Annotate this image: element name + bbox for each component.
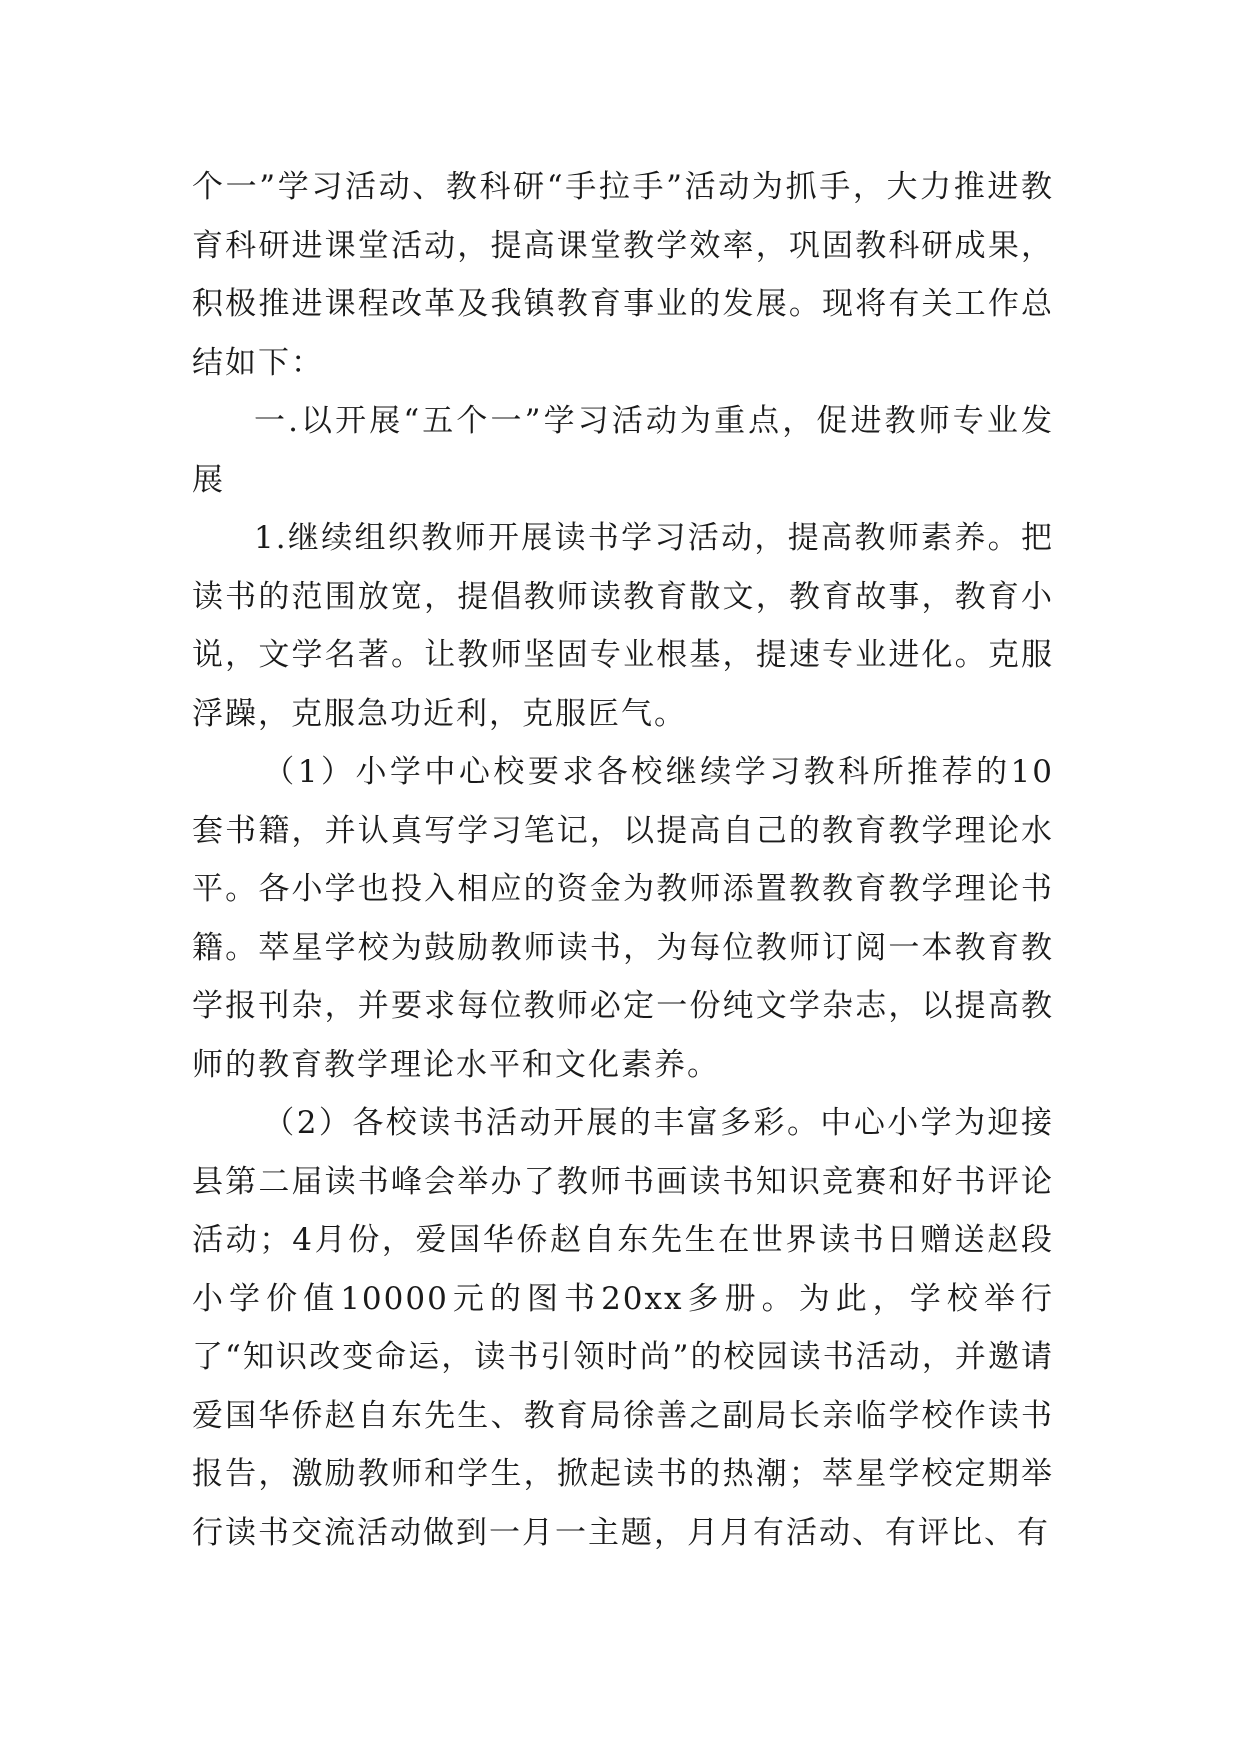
- document-body: [192, 158, 1054, 1562]
- paragraph-intro: 个一”学习活动、教科研“手拉手”活动为抓手，大力推进教育科研进课堂活动，提高课堂教学效率，巩固教科研成果，积极推进课程改革及我镇教育事业的发展。现将有关工作总结如下：: [192, 169, 1054, 381]
- paragraph-item-1: 1.继续组织教师开展读书学习活动，提高教师素养。把读书的范围放宽，提倡教师读教育散文，教育故事，教育小说，文学名著。让教师坚固专业根基，提速专业进化。克服浮躁，克服急功近利，克服匠气。: [192, 520, 1054, 732]
- section-heading-1: 一.以开展“五个一”学习活动为重点，促进教师专业发展: [192, 403, 1054, 498]
- paragraph-sub-item-1: （1）小学中心校要求各校继续学习教科所推荐的10套书籍，并认真写学习笔记，以提高自己的教育教学理论水平。各小学也投入相应的资金为教师添置教教育教学理论书籍。萃星学校为鼓励教师读书，为每位教师订阅一本教育教学报刊杂，并要求每位教师必定一份纯文学杂志，以提高教师的教育教学理论水平和文化素养。: [192, 754, 1054, 1083]
- paragraph-sub-item-2: （2）各校读书活动开展的丰富多彩。中心小学为迎接县第二届读书峰会举办了教师书画读书知识竞赛和好书评论活动；4月份，爱国华侨赵自东先生在世界读书日赠送赵段小学价值10000元的图书20xx多册。为此，学校举行了“知识改变命运，读书引领时尚”的校园读书活动，并邀请爱国华侨赵自东先生、教育局徐善之副局长亲临学校作读书报告，激励教师和学生，掀起读书的热潮；萃星学校定期举行读书交流活动做到一月一主题，月月有活动、有评比、有: [192, 1105, 1054, 1551]
